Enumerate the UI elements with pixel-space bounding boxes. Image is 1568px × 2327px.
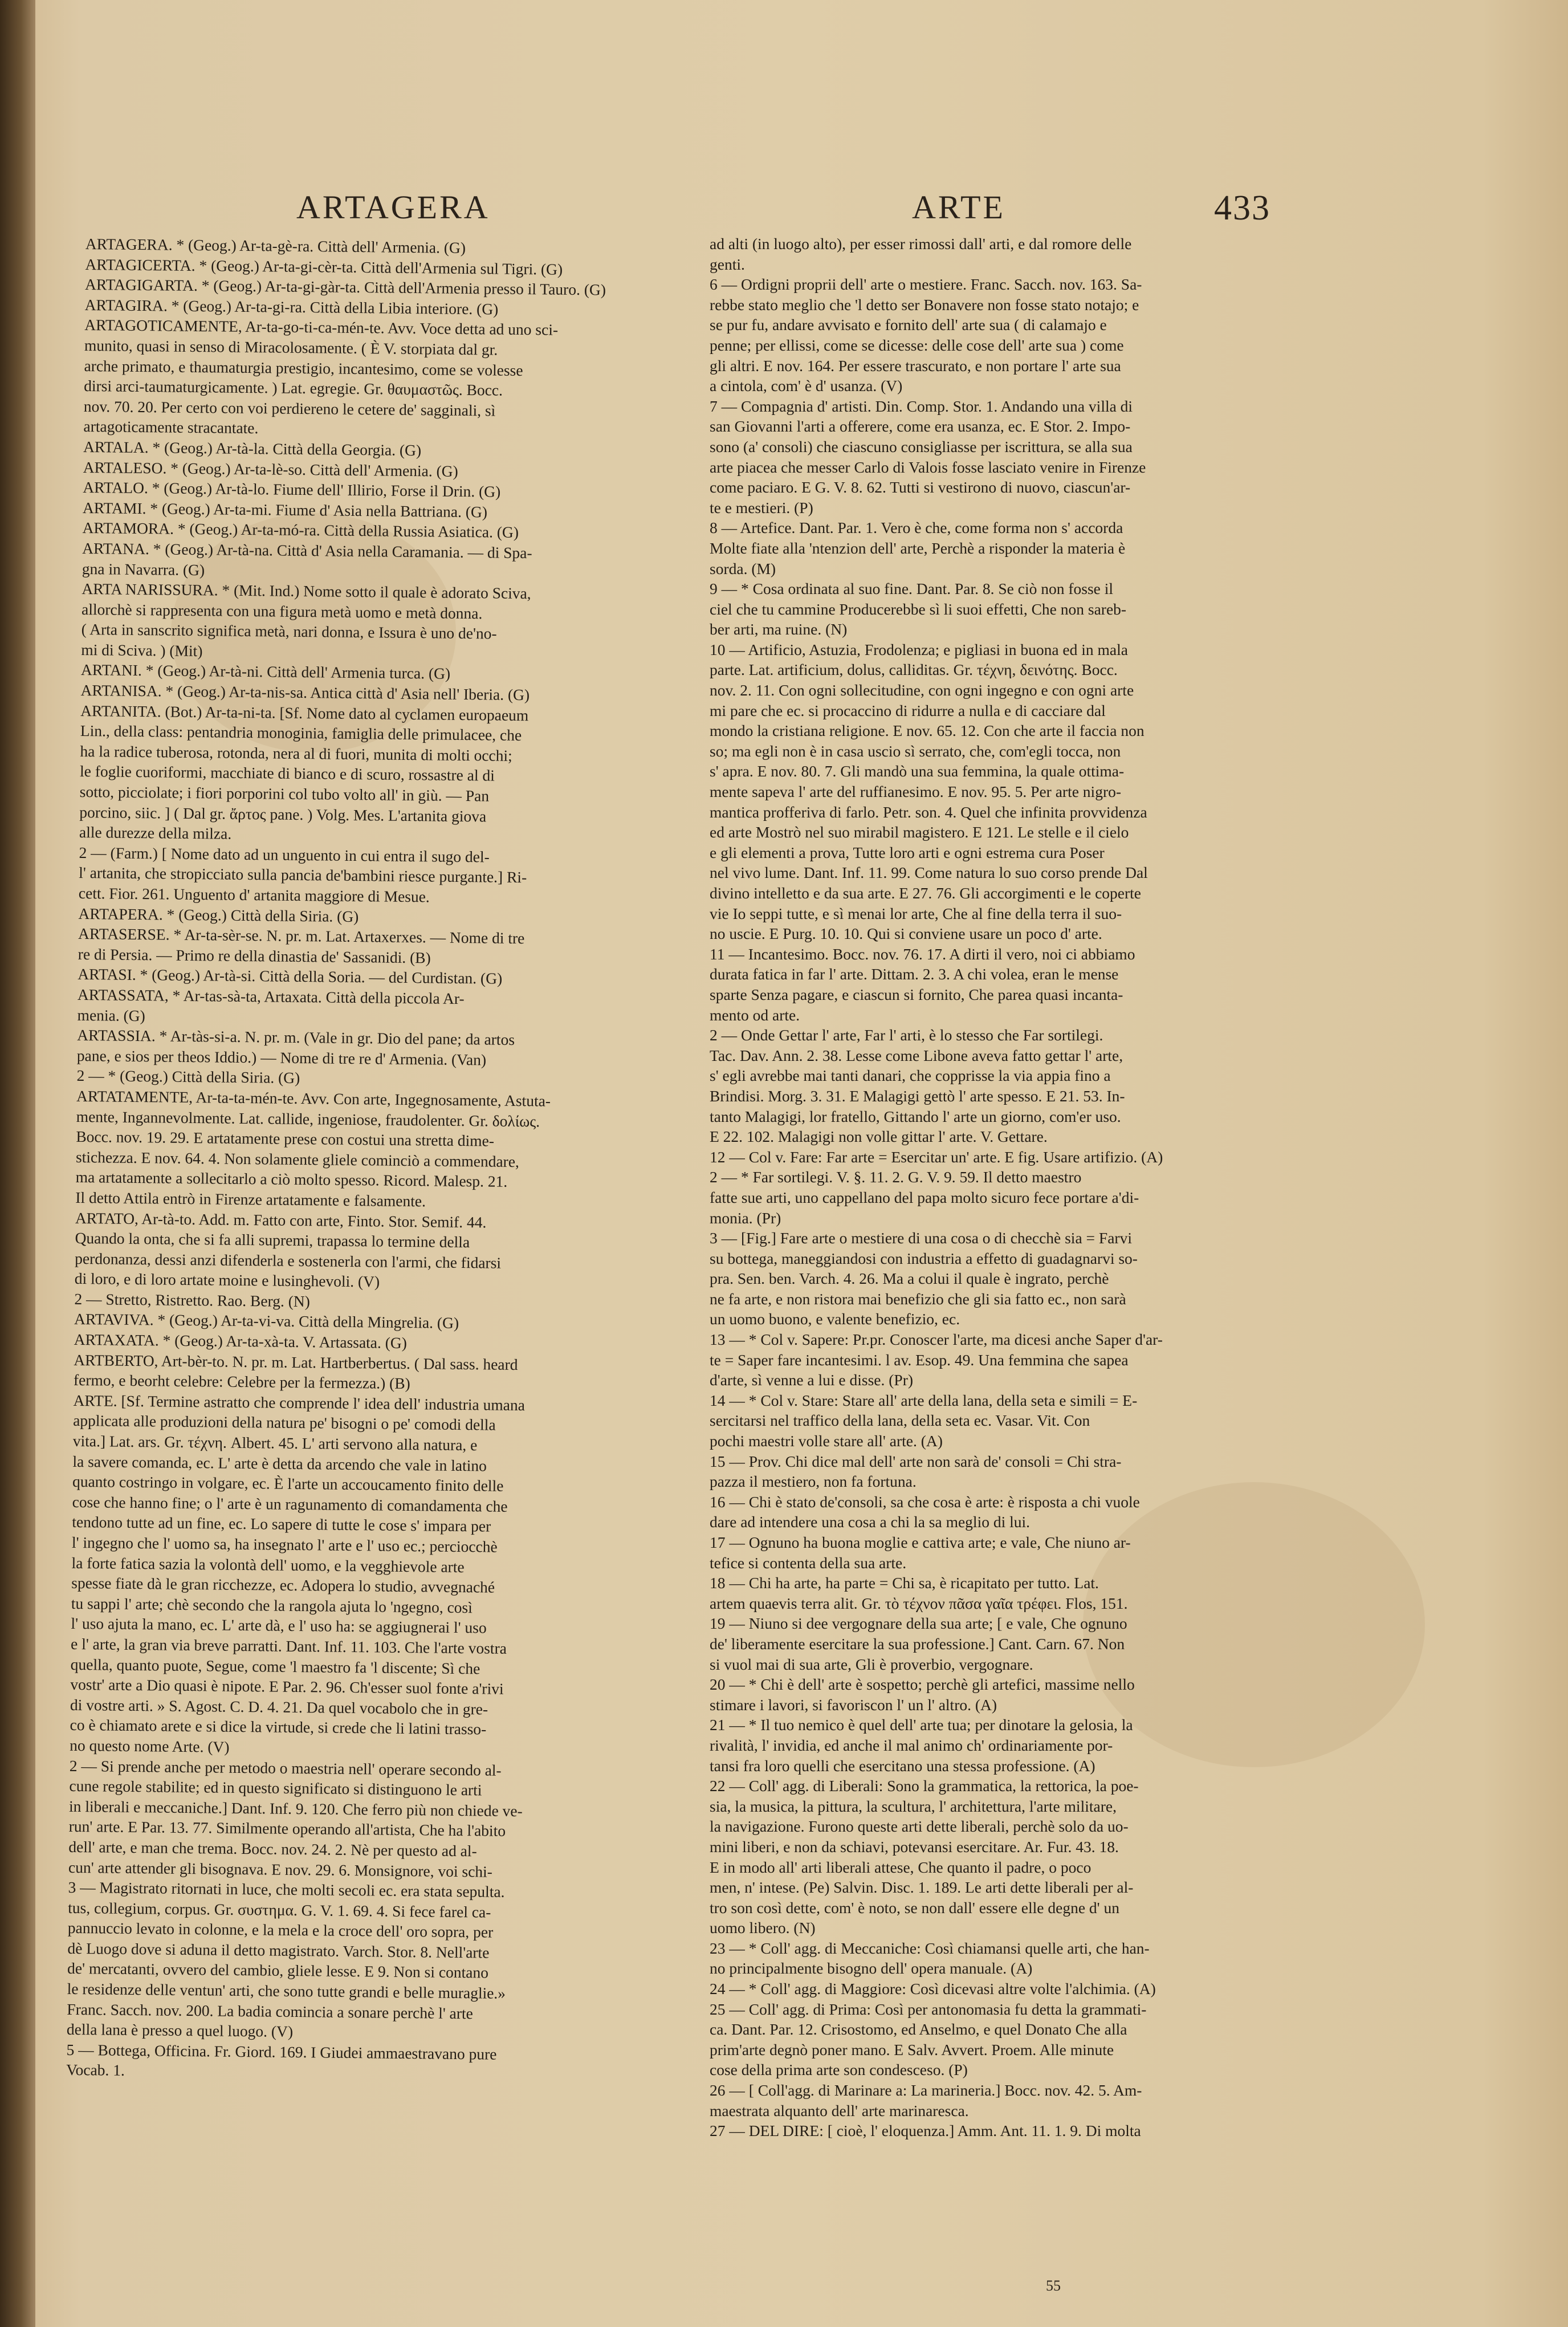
text-line: ARTASERSE. * Ar-ta-sèr-se. N. pr. m. Lat. Artaxerxes. — Nome di tre xyxy=(78,925,525,947)
text-line: mantica profferiva di farlo. Petr. son. 4. Quel che infinita provvidenza xyxy=(710,803,1147,821)
text-line: ARTAPERA. * (Geog.) Città della Siria. (G) xyxy=(78,904,359,925)
text-line: sotto, picciolate; i fiori porporini col tubo volto all' in giù. — Pan xyxy=(79,782,490,805)
text-line: cett. Fior. 261. Unguento d' artanita maggiore di Mesue. xyxy=(78,884,430,906)
text-line: 20 — * Chi è dell' arte è sospetto; perchè gli artefici, massime nello xyxy=(710,1675,1135,1694)
text-line: ARTANA. * (Geog.) Ar-tà-na. Città d' Asia nella Caramania. — di Spa- xyxy=(82,539,532,562)
text-line: e l' arte, la gran via breve parratti. Dant. Inf. 11. 103. Che l'arte vostra xyxy=(70,1634,507,1657)
page-number: 433 xyxy=(1214,189,1270,227)
text-line: l' uso ajuta la mano, ec. L' arte dà, e l' uso ha: se aggiugnerai l' uso xyxy=(71,1614,487,1637)
text-line: E in modo all' arti liberali attese, Che quanto il padre, o poco xyxy=(710,1858,1092,1876)
text-line: 5 — Bottega, Officina. Fr. Giord. 169. I Giudei ammaestravano pure xyxy=(66,2040,497,2063)
text-line: ARTAGERA. * (Geog.) Ar-ta-gè-ra. Città dell' Armenia. (G) xyxy=(85,234,466,257)
text-line: tu sappi l' arte; chè secondo che la rangola ajuta lo 'ngegno, così xyxy=(71,1594,473,1617)
text-line: 7 — Compagnia d' artisti. Din. Comp. Stor. 1. Andando una villa di xyxy=(710,397,1133,415)
text-line: 10 — Artificio, Astuzia, Frodolenza; e pigliasi in buona ed in mala xyxy=(710,640,1128,658)
text-line: menia. (G) xyxy=(77,1006,145,1024)
text-line: 22 — Coll' agg. di Liberali: Sono la grammatica, la rettorica, la poe- xyxy=(710,1777,1139,1795)
text-line: 2 — * Far sortilegi. V. §. 11. 2. G. V. 9. 59. Il detto maestro xyxy=(710,1168,1082,1186)
text-line: E 22. 102. Malagigi non volle gittar l' arte. V. Gettare. xyxy=(710,1128,1048,1146)
text-line: uomo libero. (N) xyxy=(710,1919,816,1937)
text-line: 18 — Chi ha arte, ha parte = Chi sa, è ricapitato per tutto. Lat. xyxy=(710,1574,1099,1592)
text-line: dare ad intendere una cosa a chi la sa meglio di lui. xyxy=(710,1513,1031,1531)
text-line: 21 — * Il tuo nemico è quel dell' arte tua; per dinotare la gelosia, la xyxy=(710,1716,1133,1734)
text-line: men, n' intese. (Pe) Salvin. Disc. 1. 189. Le arti dette liberali per al- xyxy=(710,1878,1134,1897)
text-line: 11 — Incantesimo. Bocc. nov. 76. 17. A dirti il vero, noi ci abbiamo xyxy=(710,945,1135,963)
text-line: 27 — DEL DIRE: [ cioè, l' eloquenza.] Amm. Ant. 11. 1. 9. Di molta xyxy=(710,2122,1141,2140)
text-line: ARTANI. * (Geog.) Ar-tà-ni. Città dell' Armenia turca. (G) xyxy=(80,661,451,683)
text-line: 2 — Onde Gettar l' arte, Far l' arti, è lo stesso che Far sortilegi. xyxy=(710,1026,1103,1044)
text-line: vita.] Lat. ars. Gr. τέχνη. Albert. 45. L' arti servono alla natura, e xyxy=(72,1431,478,1454)
text-line: a cintola, com' è d' usanza. (V) xyxy=(710,377,903,395)
text-line: allorchè si rappresenta con una figura metà uomo e metà donna. xyxy=(81,600,483,623)
text-line: ca. Dant. Par. 12. Crisostomo, ed Anselmo, e quel Donato Che alla xyxy=(710,2020,1127,2039)
text-line: l' ingegno che l' uomo sa, ha insegnato l' arte e l' uso ec.; perciocchè xyxy=(71,1533,498,1556)
text-line: Lin., della class: pentandria monoginia, famiglia delle primulacee, che xyxy=(80,722,522,745)
text-line: dirsi arci-taumaturgicamente. ) Lat. egregie. Gr. θαυμαστῶς. Bocc. xyxy=(84,377,503,399)
text-line: ARTBERTO, Art-bèr-to. N. pr. m. Lat. Hartberbertus. ( Dal sass. heard xyxy=(74,1350,518,1373)
text-line: di vostre arti. » S. Agost. C. D. 4. 21. Da quel vocabolo che in gre- xyxy=(70,1695,488,1718)
text-line: 2 — * (Geog.) Città della Siria. (G) xyxy=(76,1067,300,1087)
text-line: pazza il mestiero, non fa fortuna. xyxy=(710,1472,917,1491)
text-line: ARTALESO. * (Geog.) Ar-ta-lè-so. Città dell' Armenia. (G) xyxy=(83,458,458,480)
text-line: co è chiamato arete e si dice la virtude, si crede che li latini trasso- xyxy=(70,1716,487,1738)
text-line: 24 — * Coll' agg. di Maggiore: Così dicevasi altre volte l'alchimia. (A) xyxy=(710,1980,1156,1998)
text-line: ARTALA. * (Geog.) Ar-tà-la. Città della Georgia. (G) xyxy=(83,437,422,459)
text-line: ARTAGOTICAMENTE, Ar-ta-go-ti-ca-mén-te. Avv. Voce detta ad uno sci- xyxy=(84,316,559,339)
text-line: sercitarsi nel traffico della lana, della seta ec. Vasar. Vit. Con xyxy=(710,1411,1090,1430)
text-line: de' liberamente esercitare la sua professione.] Cant. Carn. 67. Non xyxy=(710,1634,1125,1653)
text-line: 25 — Coll' agg. di Prima: Così per antonomasia fu detta la grammati- xyxy=(710,2000,1147,2018)
text-line: Brindisi. Morg. 3. 31. E Malagigi gettò l' arte spesso. E 21. 53. In- xyxy=(710,1087,1125,1105)
text-line: tefice si contenta della sua arte. xyxy=(710,1553,907,1572)
right-column xyxy=(710,234,1280,2141)
text-line: sia, la musica, la pittura, la scultura, l' architettura, l'arte militare, xyxy=(710,1797,1117,1815)
running-head-middle: ARTE xyxy=(912,189,1005,226)
left-column xyxy=(66,234,655,2086)
text-line: ARTAVIVA. * (Geog.) Ar-ta-vi-va. Città della Mingrelia. (G) xyxy=(74,1310,459,1332)
signature-mark: 55 xyxy=(1046,2277,1061,2294)
running-head-left: ARTAGERA xyxy=(296,189,490,226)
text-line: nov. 2. 11. Con ogni sollecitudine, con ogni ingegno e con ogni arte xyxy=(710,681,1134,699)
text-line: 26 — [ Coll'agg. di Marinare a: La marineria.] Bocc. nov. 42. 5. Am- xyxy=(710,2081,1142,2100)
text-line: gli altri. E nov. 164. Per essere trascurato, e non portare l' arte sua xyxy=(710,356,1121,375)
text-line: artem quaevis terra alit. Gr. τὸ τέχνον πᾶσα γαῖα τρέφει. Flos, 151. xyxy=(710,1594,1128,1612)
text-line: applicata alle produzioni della natura pe' bisogni o pe' comodi della xyxy=(73,1411,496,1434)
text-line: di loro, e di loro artate moine e lusinghevoli. (V) xyxy=(74,1270,380,1291)
text-line: s' egli avrebbe mai tanti danari, che copprisse la via appia fino a xyxy=(710,1067,1111,1085)
text-line: penne; per ellissi, come se dicesse: delle cose dell' arte sua ) come xyxy=(710,336,1124,354)
text-line: ARTAGIGARTA. * (Geog.) Ar-ta-gi-gàr-ta. Città dell'Armenia presso il Tauro. (G) xyxy=(84,275,606,299)
text-line: se pur fu, andare avvisato e fornito dell' arte sua ( di calamajo e xyxy=(710,316,1107,334)
text-line: 9 — * Cosa ordinata al suo fine. Dant. Par. 8. Se ciò non fosse il xyxy=(710,580,1114,598)
text-line: tansi fra loro quelli che esercitano una stessa professione. (A) xyxy=(710,1756,1095,1775)
text-line: ne fa arte, e non ristora mai benefizio che gli sia fatto ec., non sarà xyxy=(710,1289,1126,1308)
text-line: dè Luogo dove si aduna il detto magistrato. Varch. Stor. 8. Nell'arte xyxy=(67,1939,490,1962)
text-line: nov. 70. 20. Per certo con voi perdiereno le cetere de' sagginali, sì xyxy=(83,397,496,420)
text-line: ARTE. [Sf. Termine astratto che comprende l' idea dell' industria umana xyxy=(73,1391,526,1414)
text-line: ARTAMORA. * (Geog.) Ar-ta-mó-ra. Città della Russia Asiatica. (G) xyxy=(82,519,519,542)
text-line: nel vivo lume. Dant. Inf. 11. 99. Come natura lo suo corso prende Dal xyxy=(710,864,1148,882)
text-line: 23 — * Coll' agg. di Meccaniche: Così chiamansi quelle arti, che han- xyxy=(710,1939,1150,1957)
text-line: le residenze delle ventun' arti, che sono tutte grandi e belle muraglie.» xyxy=(67,1979,506,2002)
text-line: divino intelletto e da sua arte. E 27. 76. Gli accorgimenti e le coperte xyxy=(710,884,1142,902)
text-line: 14 — * Col v. Stare: Stare all' arte della lana, della seta e simili = E- xyxy=(710,1391,1138,1409)
text-line: perdonanza, dessi anzi difenderla e sostenerla con l'armi, che fidarsi xyxy=(75,1249,502,1272)
text-line: arche primato, e thaumaturgia prestigio, incantesimo, come se volesse xyxy=(84,356,523,379)
text-line: ( Arta in sanscrito significa metà, nari donna, e Issura è uno de'no- xyxy=(81,620,497,642)
text-line: su bottega, maneggiandosi con industria a effetto di guadagnarvi so- xyxy=(710,1249,1138,1267)
text-line: fatte sue arti, uno cappellano del papa molto sicuro fece portare a'di- xyxy=(710,1188,1139,1206)
text-line: si vuol mai di sua arte, Gli è proverbio, vergognare. xyxy=(710,1655,1033,1673)
text-line: mi pare che ec. si procaccino di ridurre a nulla e di cacciare dal xyxy=(710,701,1106,719)
text-line: la forte fatica sazia la volontà dell' uomo, e la vegghievole arte xyxy=(71,1553,465,1576)
text-line: ber arti, ma ruine. (N) xyxy=(710,620,848,638)
text-line: stichezza. E nov. 64. 4. Non solamente gliele cominciò a commendare, xyxy=(75,1148,520,1170)
text-line: 3 — [Fig.] Fare arte o mestiere di una cosa o di checchè sia = Farvi xyxy=(710,1229,1132,1247)
text-line: san Giovanni l'arti a offerere, come era usanza, ec. E Stor. 2. Impo- xyxy=(710,417,1131,436)
text-line: ARTAGIRA. * (Geog.) Ar-ta-gi-ra. Città della Libia interiore. (G) xyxy=(84,295,499,318)
text-line: pra. Sen. ben. Varch. 4. 26. Ma a colui il quale è ingrato, perchè xyxy=(710,1270,1109,1288)
text-line: Molte fiate alla 'ntenzion dell' arte, Perchè a risponder la materia è xyxy=(710,539,1126,557)
text-line: sono (a' consoli) che ciascuno consigliasse per iscrittura, se alla sua xyxy=(710,437,1133,455)
text-line: pane, e sios per theos Iddio.) — Nome di tre re d' Armenia. (Van) xyxy=(76,1046,487,1069)
text-line: Quando la onta, che si fa alli supremi, trapassa lo termine della xyxy=(75,1228,470,1251)
text-line: cose della prima arte son condesceso. (P) xyxy=(710,2061,968,2079)
text-line: ad alti (in luogo alto), per esser rimossi dall' arti, e dal romore delle xyxy=(710,235,1132,253)
text-line: arte piacea che messer Carlo di Valois fosse lasciato venire in Firenze xyxy=(710,458,1146,476)
text-line: rebbe stato meglio che 'l detto ser Bonavere non fosse stato notajo; e xyxy=(710,295,1139,314)
text-line: ARTAXATA. * (Geog.) Ar-ta-xà-ta. V. Artassata. (G) xyxy=(74,1330,408,1352)
text-line: ARTASSATA, * Ar-tas-sà-ta, Artaxata. Città della piccola Ar- xyxy=(77,985,465,1008)
text-line: 2 — Stretto, Ristretto. Rao. Berg. (N) xyxy=(74,1289,311,1311)
text-line: s' apra. E nov. 80. 7. Gli mandò una sua femmina, la quale ottima- xyxy=(710,762,1125,780)
text-line: dell' arte, e man che trema. Bocc. nov. 24. 2. Nè per questo ad al- xyxy=(68,1837,477,1860)
text-line: tro son così dette, com' è noto, se non dall' essere elle degne d' un xyxy=(710,1898,1119,1917)
text-line: mi di Sciva. ) (Mit) xyxy=(81,640,203,660)
text-line: la savere comanda, ec. L' arte è detta da arcendo che vale in latino xyxy=(72,1452,487,1475)
text-line: come paciaro. E G. V. 8. 62. Tutti si vestirono di nuovo, ciascun'ar- xyxy=(710,478,1131,497)
text-line: prim'arte degnò poner mano. E Salv. Avvert. Proem. Alle minute xyxy=(710,2040,1114,2058)
text-line: mente sapeva l' arte del ruffianesimo. E nov. 95. 5. Per arte nigro- xyxy=(710,783,1122,801)
text-line: ARTASI. * (Geog.) Ar-tà-si. Città della Soria. — del Curdistan. (G) xyxy=(78,965,503,988)
text-line: quanto costringo in volgare, ec. È l'arte un accoucamento finito delle xyxy=(72,1472,504,1495)
text-line: le foglie cuoriformi, macchiate di bianco e di scuro, rossastre al di xyxy=(79,762,495,785)
text-line: alle durezze della milza. xyxy=(79,823,232,843)
text-line: un uomo buono, e valente benefizio, ec. xyxy=(710,1310,960,1328)
text-line: porcino, siic. ] ( Dal gr. ἄρτος pane. ) Volg. Mes. L'artanita giova xyxy=(79,803,487,825)
text-line: 2 — (Farm.) [ Nome dato ad un unguento in cui entra il sugo del- xyxy=(79,843,490,866)
text-line: 15 — Prov. Chi dice mal dell' arte non sarà de' consoli = Chi stra- xyxy=(710,1452,1122,1470)
text-line: d'arte, sì venne a lui e disse. (Pr) xyxy=(710,1371,914,1389)
text-line: 13 — * Col v. Sapere: Pr.pr. Conoscer l'arte, ma dicesi anche Saper d'ar- xyxy=(710,1331,1163,1349)
text-line: de' mercatanti, ovvero del cambio, gliele lesse. E 9. Non si contano xyxy=(67,1959,489,1982)
text-line: Bocc. nov. 19. 29. E artatamente prese con costui una stretta dime- xyxy=(76,1128,495,1150)
text-line: Franc. Sacch. nov. 200. La badia comincia a sonare perchè l' arte xyxy=(67,2000,474,2022)
text-line: ARTASSIA. * Ar-tàs-si-a. N. pr. m. (Vale in gr. Dio del pane; da artos xyxy=(77,1026,515,1049)
text-line: no uscie. E Purg. 10. 10. Qui si conviene usare un poco d' arte. xyxy=(710,925,1102,943)
text-line: Il detto Attila entrò in Firenze artatamente e falsamente. xyxy=(75,1188,426,1210)
text-line: parte. Lat. artificium, dolus, calliditas. Gr. τέχνη, δεινότης. Bocc. xyxy=(710,661,1118,679)
text-line: genti. xyxy=(710,255,745,273)
text-line: ARTANITA. (Bot.) Ar-ta-ni-ta. [Sf. Nome dato al cyclamen europaeum xyxy=(80,701,529,724)
text-line: te e mestieri. (P) xyxy=(710,498,813,516)
text-line: spesse fiate dà le gran ricchezze, ec. Adopera lo studio, avvegnaché xyxy=(71,1574,495,1596)
text-line: vie Io seppi tutte, e sì menai lor arte, Che al fine della terra il suo- xyxy=(710,904,1122,922)
text-line: ed arte Mostrò nel suo mirabil magistero. E 121. Le stelle e il cielo xyxy=(710,823,1129,841)
text-line: fermo, e beorht celebre: Celebre per la fermezza.) (B) xyxy=(73,1371,410,1393)
text-line: run' arte. E Par. 13. 77. Similmente operando all'artista, Che ha l'abito xyxy=(68,1817,506,1840)
text-line: no questo nome Arte. (V) xyxy=(70,1736,230,1756)
text-line: artagoticamente stracantate. xyxy=(83,417,259,437)
text-line: tendono tutte ad un fine, ec. Lo sapere di tutte le cose s' impara per xyxy=(72,1513,491,1535)
text-line: ARTALO. * (Geog.) Ar-tà-lo. Fiume dell' Illirio, Forse il Drin. (G) xyxy=(83,478,501,501)
text-line: in liberali e meccaniche.] Dant. Inf. 9. 120. Che ferro più non chiede ve- xyxy=(68,1797,523,1820)
text-line: cune regole stabilite; ed in questo significato si distinguono le arti xyxy=(69,1776,482,1799)
text-line: della lana è presso a quel luogo. (V) xyxy=(66,2020,294,2041)
text-line: re di Persia. — Primo re della dinastia de' Sassanidi. (B) xyxy=(78,945,431,967)
text-line: te = Saper fare incantesimi. l av. Esop. 49. Una femmina che sapea xyxy=(710,1350,1129,1369)
text-line: monia. (Pr) xyxy=(710,1209,781,1227)
text-line: quella, quanto puote, Segue, come 'l maestro fa 'l discente; Sì che xyxy=(70,1655,480,1677)
text-line: munito, quasi in senso di Miracolosamente. ( È V. storpiata dal gr. xyxy=(84,336,498,359)
text-line: pochi maestri volle stare all' arte. (A) xyxy=(710,1432,943,1450)
text-line: mini liberi, e non da schiavi, potevansi esercitare. Ar. Fur. 43. 18. xyxy=(710,1837,1119,1856)
text-line: ARTANISA. * (Geog.) Ar-ta-nis-sa. Antica città d' Asia nell' Iberia. (G) xyxy=(80,681,530,704)
text-line: sparte Senza pagare, e ciascun si fornito, Che parea quasi incanta- xyxy=(710,985,1123,1003)
text-line: ARTA NARISSURA. * (Mit. Ind.) Nome sotto il quale è adorato Sciva, xyxy=(82,580,531,603)
text-line: l' artanita, che stropicciato sulla pancia de'bambini riesce purgante.] Ri- xyxy=(79,864,527,886)
text-line: 2 — Si prende anche per metodo o maestria nell' operare secondo al- xyxy=(69,1756,502,1779)
text-line: sorda. (M) xyxy=(710,559,776,577)
text-line: rivalità, l' invidia, ed anche il mal animo ch' ordinariamente por- xyxy=(710,1736,1113,1754)
text-line: vostr' arte a Dio quasi è nipote. E Par. 2. 96. Ch'esser suol fonte a'rivi xyxy=(70,1675,504,1698)
text-line: durata fatica in far l' arte. Dittam. 2. 3. A chi volea, eran le mense xyxy=(710,965,1119,983)
text-line: 3 — Magistrato ritornati in luce, che molti secoli ec. era stata sepulta. xyxy=(68,1878,505,1901)
text-line: mento od arte. xyxy=(710,1006,800,1024)
text-line: tus, collegium, corpus. Gr. συστημα. G. V. 1. 69. 4. Si fece farel ca- xyxy=(68,1898,491,1921)
text-line: e gli elementi a prova, Tutte loro arti e ogni estrema cura Poser xyxy=(710,843,1105,861)
text-line: so; ma egli non è in casa uscio sì serrato, che, com'egli tocca, non xyxy=(710,742,1121,760)
text-line: 6 — Ordigni proprii dell' arte o mestiere. Franc. Sacch. nov. 163. Sa- xyxy=(710,275,1142,294)
text-line: ha la radice tuberosa, rotonda, nera al di fuori, munita di molti occhi; xyxy=(80,742,512,764)
text-line: stimare i lavori, si favoriscon l' un l' altro. (A) xyxy=(710,1695,997,1714)
text-line: 16 — Chi è stato de'consoli, sa che cosa è arte: è risposta a chi vuole xyxy=(710,1492,1140,1511)
text-line: ma artatamente a sollecitarlo a ciò molto spesso. Ricord. Malesp. 21. xyxy=(75,1168,508,1191)
text-line: ARTATAMENTE, Ar-ta-ta-mén-te. Avv. Con arte, Ingegnosamente, Astuta- xyxy=(76,1087,551,1110)
text-line: Tac. Dav. Ann. 2. 38. Lesse come Libone aveva fatto gettar l' arte, xyxy=(710,1046,1123,1064)
book-spine xyxy=(0,0,35,2327)
text-line: 17 — Ognuno ha buona moglie e cattiva arte; e vale, Che niuno ar- xyxy=(710,1533,1131,1551)
text-line: gna in Navarra. (G) xyxy=(82,559,205,579)
text-line: cun' arte attender gli bisognava. E nov. 29. 6. Monsignore, voi schi- xyxy=(68,1858,493,1881)
text-line: Vocab. 1. xyxy=(66,2061,125,2080)
text-line: ARTATO, Ar-tà-to. Add. m. Fatto con arte, Finto. Stor. Semif. 44. xyxy=(75,1209,487,1231)
text-line: 19 — Niuno si dee vergognare della sua arte; [ e vale, Che ognuno xyxy=(710,1614,1127,1633)
text-line: tanto Malagigi, lor fratello, Gittando l' arte un giorno, com'er uso. xyxy=(710,1107,1121,1125)
text-line: 12 — Col v. Fare: Far arte = Esercitar un' arte. E fig. Usare artifizio. (A) xyxy=(710,1148,1163,1166)
text-line: maestrata alquanto dell' arte marinaresca. xyxy=(710,2101,969,2119)
text-line: ARTAGICERTA. * (Geog.) Ar-ta-gi-cèr-ta. Città dell'Armenia sul Tigri. (G) xyxy=(85,255,563,278)
text-line: ARTAMI. * (Geog.) Ar-ta-mi. Fiume d' Asia nella Battriana. (G) xyxy=(82,498,488,521)
text-line: mente, Ingannevolmente. Lat. callide, ingeniose, fraudolenter. Gr. δολίως. xyxy=(76,1107,540,1130)
text-line: cose che hanno fine; o l' arte è un ragunamento di comandamenta che xyxy=(72,1492,508,1515)
text-line: 8 — Artefice. Dant. Par. 1. Vero è che, come forma non s' accorda xyxy=(710,519,1123,537)
text-line: pannuccio levato in colonne, e la mela e la croce dell' oro sopra, per xyxy=(67,1919,494,1941)
text-line: mondo la cristiana religione. E nov. 65. 12. Con che arte il faccia non xyxy=(710,722,1145,740)
text-line: ciel che tu cammine Producerebbe sì li suoi effetti, Che non sareb- xyxy=(710,600,1127,618)
text-line: no principalmente bisogno dell' opera manuale. (A) xyxy=(710,1959,1033,1978)
text-line: la navigazione. Furono queste arti dette liberali, perchè solo da uo- xyxy=(710,1817,1129,1836)
